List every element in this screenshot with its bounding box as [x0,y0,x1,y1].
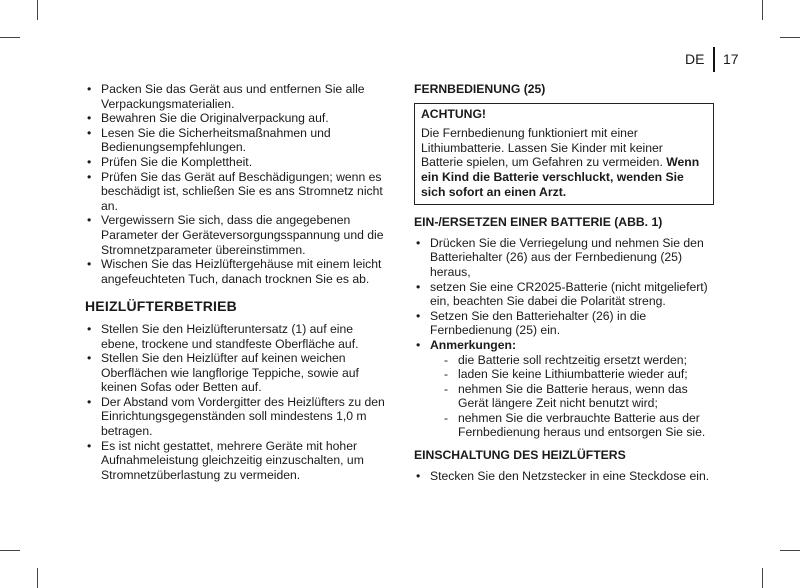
list-item: • Lesen Sie die Sicherheitsmaßnahmen und Bedienungsempfehlungen. [85,126,388,155]
list-item: • Prüfen Sie die Komplettheit. [85,155,388,170]
notes-label: Anmerkungen: [430,337,516,352]
crop-mark [37,568,38,588]
crop-mark [0,37,20,38]
list-item: • Es ist nicht gestattet, mehrere Geräte mit hoher Aufnahmeleistung gleichzeitig einzuschalten, um Stromnetzüberlastung zu vermeiden. [85,439,388,483]
list-item: • Prüfen Sie das Gerät auf Beschädigungen; wenn es beschädigt ist, schließen Sie es ans Stromnetz nicht an. [85,170,388,214]
warning-box [414,103,714,206]
operation-list [85,322,388,483]
list-item: • Stecken Sie den Netzstecker in eine Steckdose ein. [414,469,714,484]
note-item: - nehmen Sie die Batterie heraus, wenn das Gerät längere Zeit nicht benutzt wird; [430,382,714,411]
note-item: - die Batterie soll rechtzeitig ersetzt werden; [430,353,714,368]
unpacking-list [85,82,388,286]
left-column [85,82,388,482]
operation-heading: HEIZLÜFTERBETRIEB [85,298,237,315]
note-item: - nehmen Sie die verbrauchte Batterie aus der Fernbedienung heraus und entsorgen Sie sie. [430,411,714,440]
notes-list [430,353,714,441]
header-divider [713,47,715,72]
list-item: • Drücken Sie die Verriegelung und nehmen Sie den Batteriehalter (26) aus der Fernbedienung (25) heraus, [414,236,714,280]
warning-emphasis: Wenn ein Kind die Batterie verschluckt, wenden Sie sich sofort an einen Arzt. [421,155,700,199]
warning-body: Die Fernbedienung funktioniert mit einer Lithiumbatterie. Lassen Sie Kinder mit keiner Batterie spielen, um Gefahren zu vermeiden. [421,126,663,170]
right-column [414,82,714,483]
list-item: • setzen Sie eine CR2025-Batterie (nicht mitgeliefert) ein, beachten Sie dabei die Polarität streng. [414,280,714,309]
crop-mark [0,550,20,551]
battery-heading: EIN-/ERSETZEN EINER BATTERIE (ABB. 1) [414,215,663,230]
crop-mark [780,550,800,551]
list-item: • Stellen Sie den Heizlüfteruntersatz (1) auf eine ebene, trockene und standfeste Oberfläche auf. [85,322,388,351]
language-code: DE [685,51,705,67]
crop-mark [762,0,763,20]
crop-mark [780,37,800,38]
switch-on-list [414,469,714,484]
crop-mark [37,0,38,20]
warning-text [421,126,707,199]
battery-list [414,236,714,440]
list-item: • Der Abstand vom Vordergitter des Heizlüfters zu den Einrichtungsgegenständen soll mindestens 1,0 m betragen. [85,395,388,439]
list-item: • Wischen Sie das Heizlüftergehäuse mit einem leicht angefeuchteten Tuch, danach trocknen Sie es ab. [85,257,388,286]
crop-mark [762,568,763,588]
page-number: 17 [723,51,739,67]
switch-on-heading: EINSCHALTUNG DES HEIZLÜFTERS [414,448,626,463]
notes-item [414,338,714,440]
list-item: • Bewahren Sie die Originalverpackung auf. [85,111,388,126]
list-item: • Packen Sie das Gerät aus und entfernen Sie alle Verpackungsmaterialien. [85,82,388,111]
list-item: • Stellen Sie den Heizlüfter auf keinen weichen Oberflächen wie langflorige Teppiche, sowie auf keinen Sofas oder Betten auf. [85,351,388,395]
warning-title: ACHTUNG! [421,106,486,121]
list-item: • Setzen Sie den Batteriehalter (26) in die Fernbedienung (25) ein. [414,309,714,338]
remote-heading: FERNBEDIENUNG (25) [414,82,546,96]
list-item: • Vergewissern Sie sich, dass die angegebenen Parameter der Geräteversorgungsspannung und die Stromnetzparameter übereinstimmen. [85,213,388,257]
note-item: - laden Sie keine Lithiumbatterie wieder auf; [430,367,714,382]
